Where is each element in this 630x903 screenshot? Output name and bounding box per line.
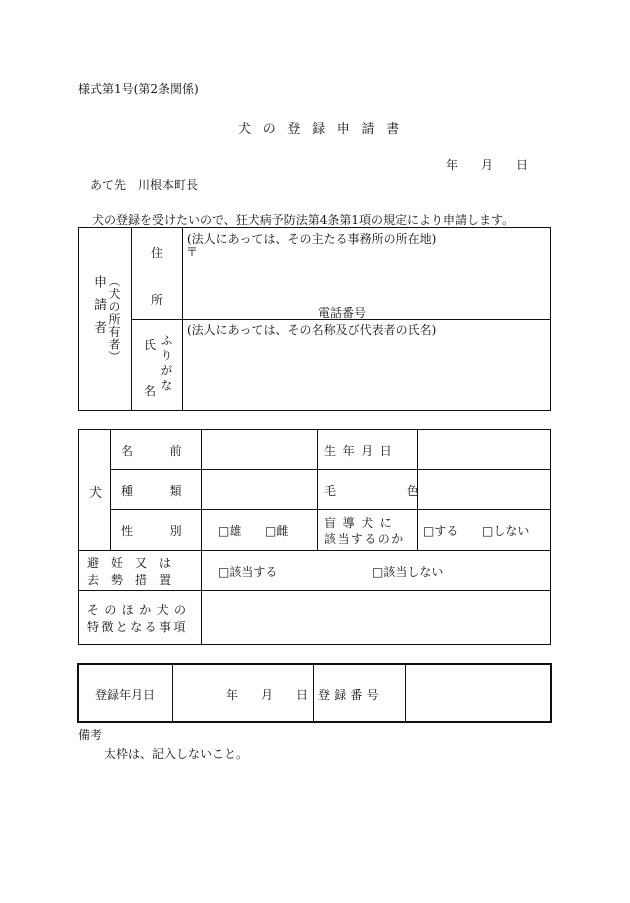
guide-no-checkbox[interactable]: □しない <box>482 524 530 538</box>
remarks-note: 太枠は、記入しないこと。 <box>104 747 249 761</box>
sex-label: 性 別 <box>121 524 186 538</box>
remarks-title: 備考 <box>78 728 103 742</box>
dog-label: 犬 <box>89 486 103 501</box>
furigana-label: ふりがな <box>159 334 173 394</box>
guide-label-2: 該当するのか <box>324 532 405 546</box>
registration-day: 日 <box>296 688 309 702</box>
registration-number-label: 登録番号 <box>318 688 383 702</box>
address-note: (法人にあっては、その主たる事務所の所在地) <box>187 232 437 246</box>
address-label-2: 所 <box>151 293 164 307</box>
neuter-yes-checkbox[interactable]: □該当する <box>218 565 278 579</box>
registration-number-field <box>408 666 548 720</box>
intro-text: 犬の登録を受けたいので、狂犬病予防法第4条第1項の規定により申請します。 <box>92 213 515 227</box>
postal-mark: 〒 <box>186 245 199 259</box>
birth-label: 生年月日 <box>324 444 399 458</box>
page-title: 犬の登録申請書 <box>238 122 411 137</box>
date-month: 月 <box>481 158 494 172</box>
coat-label: 毛 色 <box>324 484 435 498</box>
date-year: 年 <box>446 158 459 172</box>
dog-name-label: 名 前 <box>121 444 186 458</box>
features-field[interactable] <box>204 593 548 642</box>
birth-field[interactable] <box>420 432 548 467</box>
address-field[interactable] <box>200 246 545 302</box>
date-day: 日 <box>516 158 529 172</box>
addressee: あて先 川根本町長 <box>90 178 199 192</box>
neuter-no-checkbox[interactable]: □該当しない <box>372 565 444 579</box>
name-field[interactable] <box>186 338 546 406</box>
applicant-label: 申請者 <box>91 275 106 344</box>
sex-female-checkbox[interactable]: □雌 <box>265 524 289 538</box>
registration-month: 月 <box>261 688 274 702</box>
dog-name-field[interactable] <box>204 432 314 467</box>
address-label-1: 住 <box>151 246 164 260</box>
coat-field[interactable] <box>420 472 548 507</box>
name-label-1: 氏 <box>144 338 157 352</box>
guide-label-1: 盲導犬に <box>324 516 399 530</box>
guide-yes-checkbox[interactable]: □する <box>423 524 459 538</box>
form-number: 様式第1号(第2条関係) <box>78 82 199 96</box>
registration-year: 年 <box>226 688 239 702</box>
breed-label: 種 類 <box>121 484 186 498</box>
features-label-2: 特徴となる事項 <box>87 620 188 634</box>
name-label-2: 名 <box>144 384 157 398</box>
name-note: (法人にあっては、その名称及び代表者の氏名) <box>187 323 437 337</box>
breed-field[interactable] <box>204 472 314 507</box>
neuter-label-2: 去 勢 措 置 <box>87 573 172 587</box>
registration-date-label: 登録年月日 <box>95 688 156 702</box>
features-label-1: そのほか犬の <box>87 603 192 617</box>
phone-label: 電話番号 <box>318 306 367 320</box>
sex-male-checkbox[interactable]: □雄 <box>218 524 242 538</box>
applicant-sublabel: （犬の所有者） <box>107 275 121 364</box>
neuter-label-1: 避 妊 又 は <box>87 556 172 570</box>
